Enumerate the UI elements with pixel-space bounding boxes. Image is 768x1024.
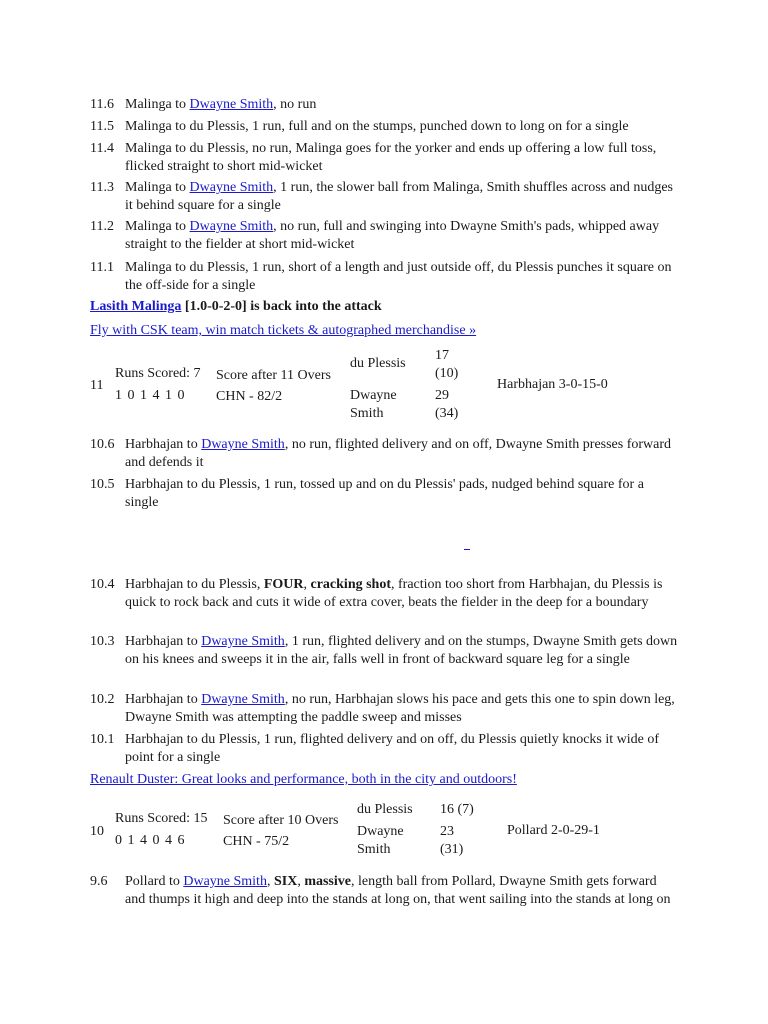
promo-link-renault[interactable] [90, 771, 517, 789]
ball-row [90, 118, 680, 136]
separator-mark [464, 549, 470, 550]
bowler-figures: Pollard 2-0-29-1 [507, 823, 600, 838]
shot-label: massive [304, 874, 351, 889]
bowler-to: Harbhajan to [125, 437, 202, 452]
ball-commentary: , 1 run, flighted delivery and on the stumps, Dwayne Smith gets down on his knees and sweeps it in the air, falls well in front of backward square leg for a single [125, 634, 678, 667]
batsman-1-balls: (10) [435, 366, 459, 381]
ball-commentary: , 1 run, flighted delivery and on off, du Plessis quietly knocks it wide of point for a single [125, 732, 660, 765]
bowler-to: Harbhajan to [125, 477, 202, 492]
batsman-2a: Dwayne [357, 824, 404, 839]
four-label: FOUR [263, 577, 304, 592]
promo2-text[interactable]: Renault Duster: Great looks and performance, both in the city and outdoors! [90, 772, 517, 787]
score-label: Score after 11 Overs [216, 368, 331, 383]
score-value: CHN - 75/2 [223, 834, 290, 849]
batsman-link[interactable]: Dwayne Smith [189, 180, 274, 195]
batsman-1-runs: 17 [435, 348, 449, 363]
ball-commentary: , no run, Harbhajan slows his pace and gets this one to spin down leg, Dwayne Smith was attempting the paddle sweep and misses [125, 692, 675, 725]
ball-number: 11.1 [90, 260, 114, 275]
ball-number: 11.4 [90, 141, 114, 156]
bowler-to: Harbhajan to [125, 634, 202, 649]
ball-row [90, 576, 680, 612]
bowler-change-note [90, 298, 382, 316]
ball-number: 10.3 [90, 634, 115, 649]
ball-row [90, 873, 680, 909]
bowler-to: Malinga to [125, 119, 190, 134]
ball-commentary: , 1 run, full and on the stumps, punched down to long on for a single [245, 119, 629, 134]
bowler-to: Malinga to [125, 219, 190, 234]
bowler-figures: Harbhajan 3-0-15-0 [497, 377, 608, 392]
bowler-link[interactable]: Lasith Malinga [90, 299, 182, 314]
batsman-2-runs: 29 [435, 388, 449, 403]
runs-scored: Runs Scored: 7 [115, 366, 201, 381]
ball-text-pre: Pollard to [125, 874, 184, 889]
ball-commentary: , no run [273, 97, 317, 112]
batsman-link[interactable]: Dwayne Smith [201, 692, 285, 707]
promo1-text[interactable]: Fly with CSK team, win match tickets & autographed merchandise » [90, 323, 477, 338]
bowler-to: Malinga to [125, 260, 190, 275]
ball-number: 11.2 [90, 219, 114, 234]
runs-sequence: 1 0 1 4 1 0 [115, 388, 186, 403]
shot-label: cracking shot [310, 577, 391, 592]
ball-row [90, 140, 680, 176]
batsman-name: du Plessis [189, 260, 246, 275]
runs-sequence: 0 1 4 0 4 6 [115, 833, 186, 848]
batsman-2-balls: (31) [440, 842, 464, 857]
ball-number: 11.5 [90, 119, 114, 134]
over-summary-10 [90, 798, 690, 862]
batsman-2a: Dwayne [350, 388, 397, 403]
batsman-link[interactable]: Dwayne Smith [189, 219, 274, 234]
batsman-link[interactable]: Dwayne Smith [201, 634, 285, 649]
batsman-2b: Smith [350, 406, 384, 421]
ball-number: 9.6 [90, 874, 108, 889]
batsman-name: du Plessis [201, 732, 257, 747]
ball-commentary: , no run, Malinga goes for the yorker and ends up offering a low full toss, flicked straight to short mid-wicket [125, 141, 657, 174]
ball-number: 11.3 [90, 180, 114, 195]
batsman-2-balls: (34) [435, 406, 459, 421]
ball-number: 10.6 [90, 437, 115, 452]
ball-commentary: , 1 run, the slower ball from Malinga, Smith shuffles across and nudges it behind square for a single [125, 180, 673, 213]
ball-commentary: , no run, full and swinging into Dwayne Smith's pads, whipped away straight to the fielder at short mid-wicket [125, 219, 660, 252]
ball-row [90, 436, 680, 472]
batsman-link[interactable]: Dwayne Smith [189, 97, 274, 112]
batsman-2b: Smith [357, 842, 391, 857]
batsman-1: du Plessis [357, 802, 413, 817]
ball-row [90, 633, 680, 669]
batsman-name: du Plessis [189, 141, 246, 156]
bowler-to: Malinga to [125, 97, 190, 112]
bowler-to: Malinga to [125, 180, 190, 195]
ball-text-mid: , [266, 874, 274, 889]
ball-commentary: , 1 run, tossed up and on du Plessis' pads, nudged behind square for a single [125, 477, 644, 510]
batsman-2-runs: 23 [440, 824, 454, 839]
over-number: 11 [90, 378, 104, 393]
score-value: CHN - 82/2 [216, 389, 283, 404]
score-label: Score after 10 Overs [223, 813, 339, 828]
ball-text-mid2: , [297, 874, 305, 889]
ball-row [90, 731, 680, 767]
batsman-name: du Plessis [189, 119, 246, 134]
promo-link-csk[interactable] [90, 322, 476, 340]
ball-row [90, 691, 680, 727]
batsman-link[interactable]: Dwayne Smith [183, 874, 267, 889]
ball-text-mid: , [303, 577, 311, 592]
bowler-to: Harbhajan to [125, 692, 202, 707]
runs-scored: Runs Scored: 15 [115, 811, 208, 826]
batsman-1-stat: 16 (7) [440, 802, 474, 817]
ball-text-pre: Harbhajan to du Plessis, [125, 577, 264, 592]
batsman-name: du Plessis [201, 477, 257, 492]
six-label: SIX [273, 874, 298, 889]
ball-number: 10.4 [90, 577, 115, 592]
bowler-to: Harbhajan to [125, 732, 202, 747]
ball-number: 11.6 [90, 97, 114, 112]
batsman-1: du Plessis [350, 356, 406, 371]
ball-number: 10.1 [90, 732, 115, 747]
ball-row [90, 259, 680, 295]
ball-row [90, 179, 680, 215]
ball-number: 10.5 [90, 477, 115, 492]
ball-row [90, 96, 680, 114]
over-number: 10 [90, 824, 104, 839]
batsman-link[interactable]: Dwayne Smith [201, 437, 285, 452]
ball-number: 10.2 [90, 692, 115, 707]
ball-commentary: , no run, flighted delivery and on off, Dwayne Smith presses forward and defends it [125, 437, 672, 470]
ball-row [90, 476, 680, 512]
over-summary-11 [90, 346, 690, 421]
bowler-change-text: [1.0-0-2-0] is back into the attack [181, 299, 382, 314]
ball-text-rest: , length ball from Pollard, Dwayne Smith gets forward and thumps it high and deep into the stands at long on, that went sailing into the stands at long on [125, 874, 671, 907]
ball-row [90, 218, 680, 254]
bowler-to: Malinga to [125, 141, 190, 156]
ball-text-rest: , fraction too short from Harbhajan, du Plessis is quick to rock back and cuts it wide of extra cover, beats the fielder in the deep for a boundary [125, 577, 663, 610]
ball-commentary: , 1 run, short of a length and just outside off, du Plessis punches it square on the off-side for a single [125, 260, 672, 293]
